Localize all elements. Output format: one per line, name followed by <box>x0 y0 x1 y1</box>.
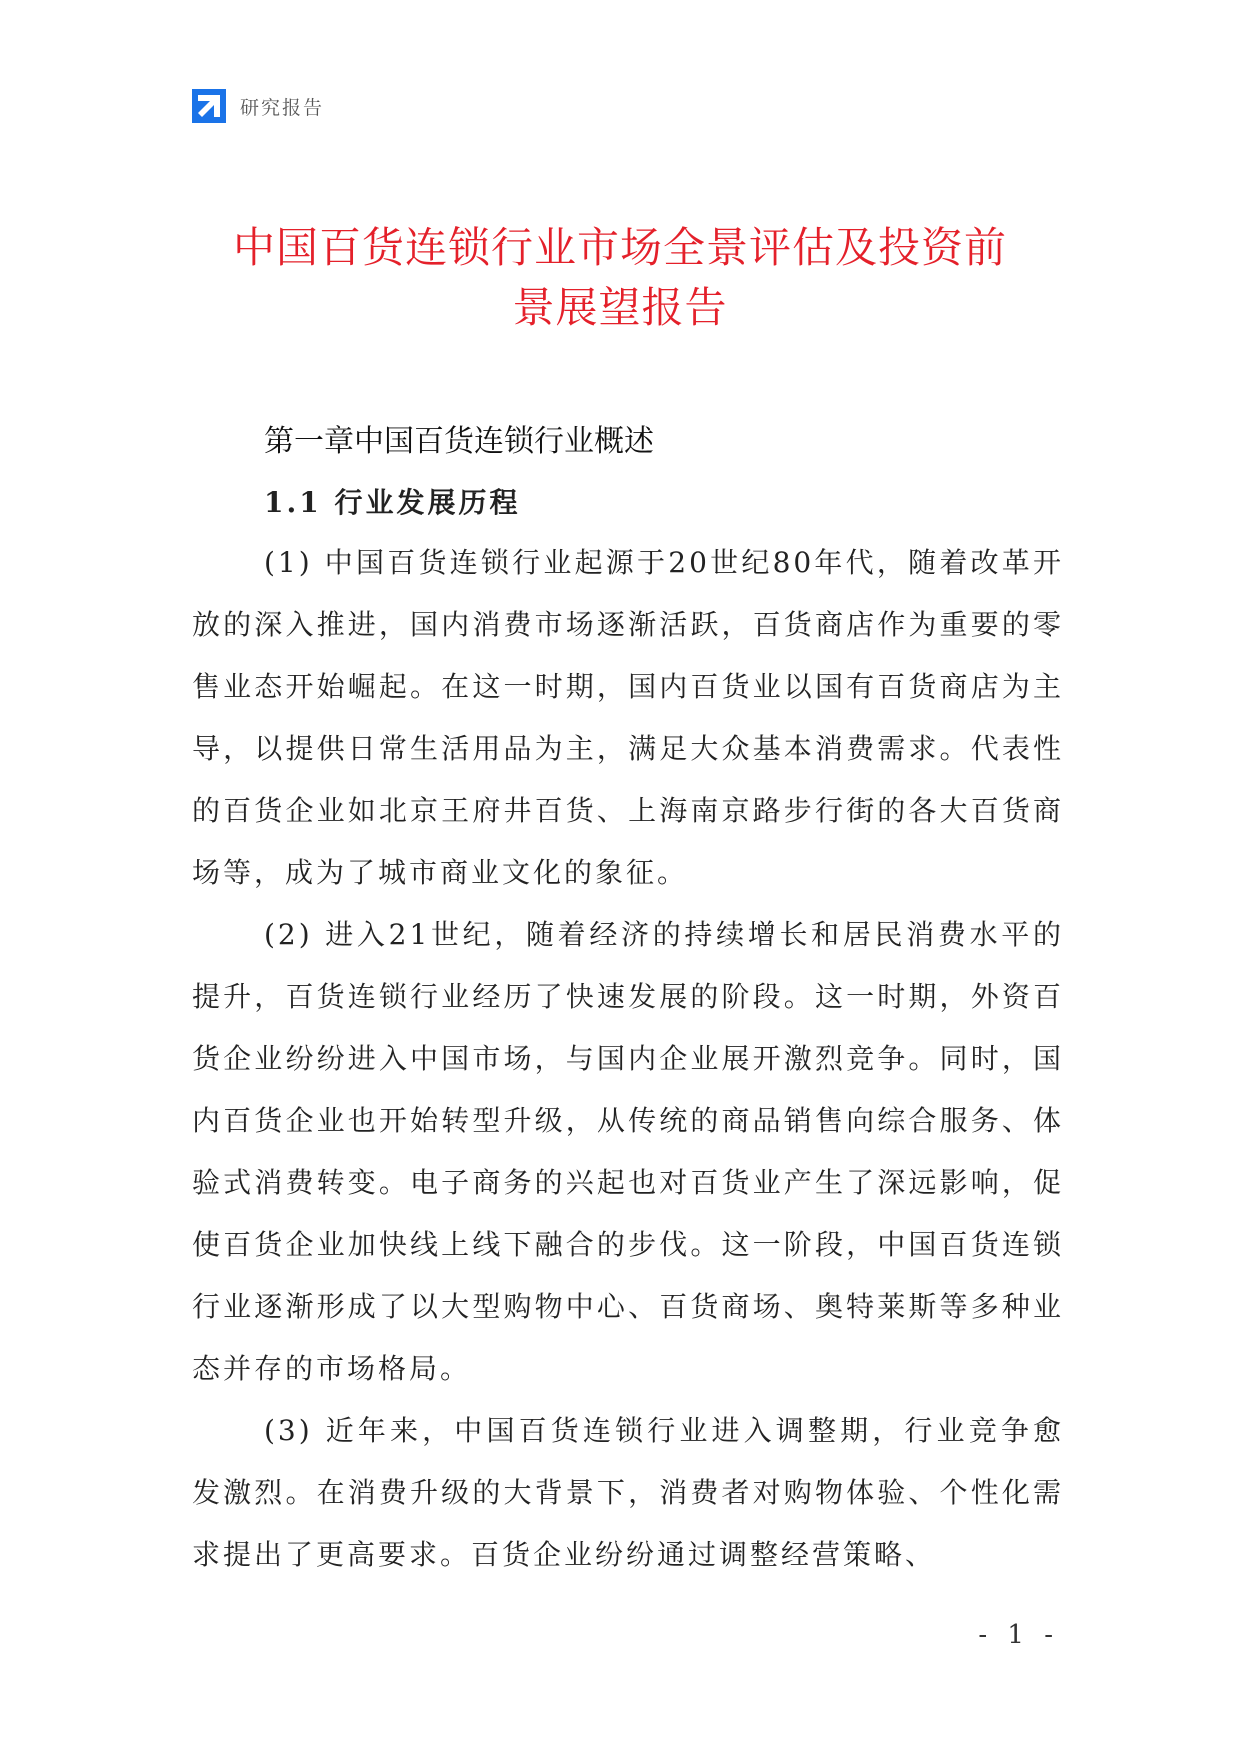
title-line-1: 中国百货连锁行业市场全景评估及投资前 <box>232 223 1007 272</box>
page-number: - 1 - <box>978 1620 1059 1650</box>
header-label: 研究报告 <box>240 96 325 119</box>
paragraph-3: (3) 近年来，中国百货连锁行业进入调整期，行业竞争愈发激烈。在消费升级的大背景下，消费者对购物体验、个性化需求提出了更高要求。百货企业纷纷通过调整经营策略、 <box>192 1414 1064 1571</box>
report-header <box>192 88 324 124</box>
chapter-heading: 第一章中国百货连锁行业概述 <box>264 424 654 459</box>
section-heading: 1.1 行业发展历程 <box>264 486 521 519</box>
paragraph-1: (1) 中国百货连锁行业起源于20世纪80年代，随着改革开放的深入推进，国内消费市场逐渐活跃，百货商店作为重要的零售业态开始崛起。在这一时期，国内百货业以国有百货商店为主导，以提供日常生活用品为主，满足大众基本消费需求。代表性的百货企业如北京王府井百货、上海南京路步行街的各大百货商场等，成为了城市商业文化的象征。 <box>192 546 1064 889</box>
arrow-logo-icon <box>192 89 226 123</box>
title-line-2: 景展望报告 <box>512 283 728 332</box>
document-body <box>192 414 1064 1586</box>
paragraph-2: (2) 进入21世纪，随着经济的持续增长和居民消费水平的提升，百货连锁行业经历了快速发展的阶段。这一时期，外资百货企业纷纷进入中国市场，与国内企业展开激烈竞争。同时，国内百货企业也开始转型升级，从传统的商品销售向综合服务、体验式消费转变。电子商务的兴起也对百货业产生了深远影响，促使百货企业加快线上线下融合的步伐。这一阶段，中国百货连锁行业逐渐形成了以大型购物中心、百货商场、奥特莱斯等多种业态并存的市场格局。 <box>192 918 1064 1385</box>
document-title <box>150 218 1090 338</box>
